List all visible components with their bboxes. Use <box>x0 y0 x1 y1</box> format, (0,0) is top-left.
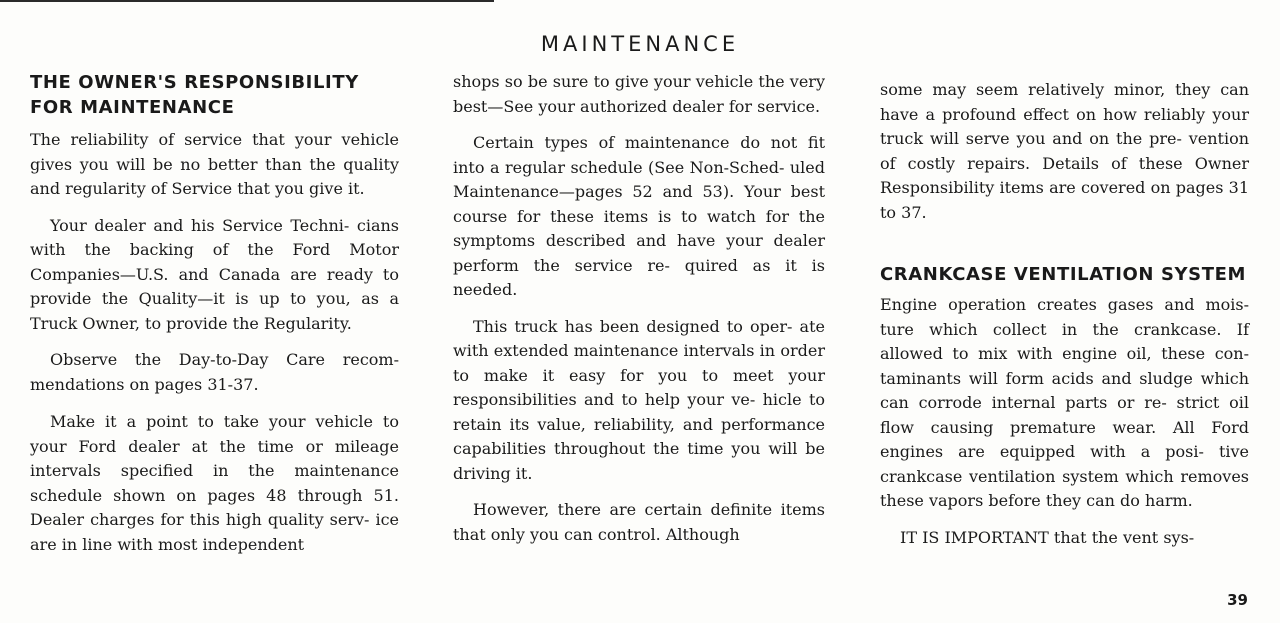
paragraph: shops so be sure to give your vehicle the very best—See your authorized dealer for service. <box>453 72 825 116</box>
paragraph: This truck has been designed to oper- ate with extended maintenance intervals in order to make it easy for you to meet your responsibilities and to help your ve- hicle to retain its value, reliability, and performance capabilities throughout the time you will be driving it. <box>453 316 825 483</box>
page-number: 39 <box>1227 591 1248 609</box>
column-2 <box>453 70 825 547</box>
section-heading-owners-responsibility <box>30 70 399 120</box>
page-title: MAINTENANCE <box>540 32 740 56</box>
section-heading-crankcase-ventilation: CRANKCASE VENTILATION SYSTEM <box>880 264 1246 285</box>
heading-line-2: FOR MAINTENANCE <box>30 97 235 118</box>
heading-line-1: THE OWNER'S RESPONSIBILITY <box>30 72 359 93</box>
paragraph: IT IS IMPORTANT that the vent sys- <box>900 527 1195 547</box>
paragraph: Engine operation creates gases and mois- ture which collect in the crankcase. If allowed to mix with engine oil, these con- taminants will form acids and sludge which can corrode internal parts or re- strict oil flow causing premature wear. All Ford engines are equipped with a posi- tive crankcase ventilation system which removes these vapors before they can do harm. <box>880 295 1249 510</box>
column-1 <box>30 70 399 557</box>
paragraph: Make it a point to take your vehicle to your Ford dealer at the time or mileage intervals specified in the maintenance schedule shown on pages 48 through 51. Dealer charges for this high quality serv- ice are in line with most independent <box>30 412 399 554</box>
paragraph: some may seem relatively minor, they can have a profound effect on how reliably your truck will serve you and on the pre- vention of costly repairs. Details of these Owner Responsibility items are covered on pages 31 to 37. <box>880 80 1249 222</box>
paragraph: Your dealer and his Service Techni- cians with the backing of the Ford Motor Companies—U.S. and Canada are ready to provide the Quality—it is up to you, as a Truck Owner, to provide the Regularity. <box>30 215 399 333</box>
paragraph: The reliability of service that your vehicle gives you will be no better than the quality and regularity of Service that you give it. <box>30 130 399 198</box>
paragraph: Certain types of maintenance do not fit into a regular schedule (See Non-Sched- uled Maintenance—pages 52 and 53). Your best course for these items is to watch for the symptoms described and have your dealer perform the service re- quired as it is needed. <box>453 133 825 299</box>
top-rule <box>0 0 494 2</box>
column-3 <box>880 78 1249 550</box>
paragraph: However, there are certain definite items that only you can control. Although <box>453 500 825 544</box>
paragraph: Observe the Day-to-Day Care recom- mendations on pages 31-37. <box>30 350 399 394</box>
